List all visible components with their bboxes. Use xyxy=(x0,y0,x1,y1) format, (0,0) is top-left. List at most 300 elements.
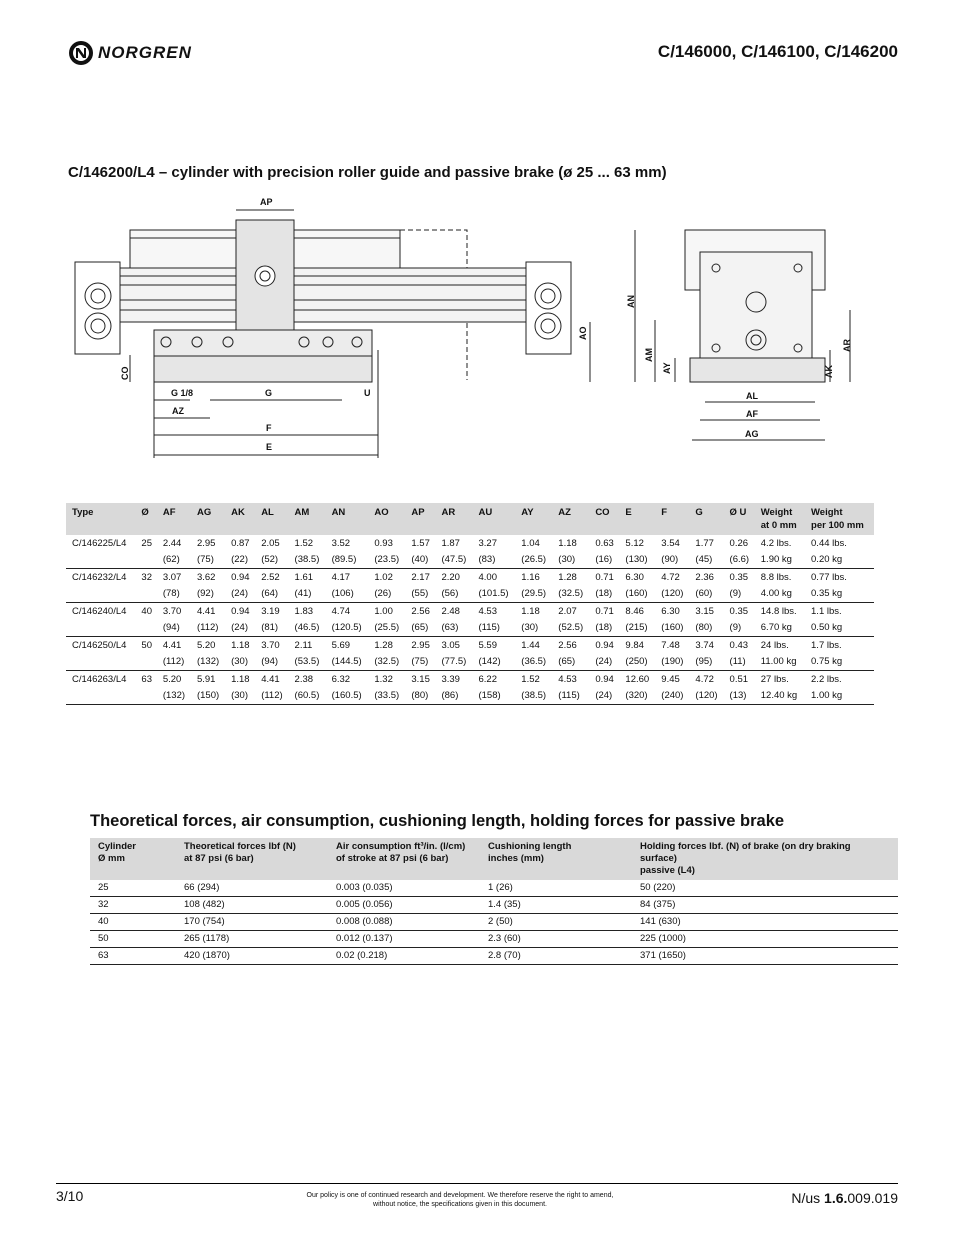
document-number xyxy=(791,1190,898,1206)
label-az: AZ xyxy=(172,406,184,416)
dimension-cell: 0.94 xyxy=(231,606,250,617)
dimension-cell: 3.62 xyxy=(196,572,216,583)
dimension-cell: (13) xyxy=(724,687,755,705)
dimension-cell: 1.57 xyxy=(411,538,430,549)
dimension-cell: 27 lbs. xyxy=(760,674,789,685)
col-ag: AG xyxy=(191,503,225,535)
dimension-cell xyxy=(66,653,135,671)
forces-cell: 50 xyxy=(90,931,176,948)
dimension-cell: 5.69 xyxy=(331,640,351,651)
col-g: G xyxy=(689,503,723,535)
dimension-cell: 0.75 kg xyxy=(805,653,874,671)
dimension-cell: 4.2 lbs. xyxy=(760,538,792,549)
doc-num-suffix: 009.019 xyxy=(847,1190,898,1206)
dimension-cell xyxy=(135,653,156,671)
col-cylinder-l2: Ø mm xyxy=(98,853,125,864)
dimension-cell: (6.6) xyxy=(724,551,755,569)
dimension-cell: (101.5) xyxy=(472,585,515,603)
dimension-cell: (30) xyxy=(225,653,255,671)
label-e: E xyxy=(266,442,273,452)
dimension-cell: (75) xyxy=(191,551,225,569)
forces-cell: 63 xyxy=(90,948,176,965)
dimension-cell: 3.15 xyxy=(695,606,714,617)
dimension-cell: (38.5) xyxy=(289,551,326,569)
dimension-cell: C/146225/L4 xyxy=(72,538,127,549)
col-theoretical-forces xyxy=(176,838,328,880)
dimension-cell: 6.32 xyxy=(331,674,351,685)
policy-line-2: without notice, the specifications given in this document. xyxy=(373,1201,547,1208)
forces-cell: 66 (294) xyxy=(176,880,328,897)
dimension-row-mm xyxy=(66,619,874,637)
dimension-cell: (80) xyxy=(405,687,435,705)
dimension-cell: (38.5) xyxy=(515,687,552,705)
col-weight-100 xyxy=(805,503,874,535)
dimension-cell: 8.8 lbs. xyxy=(760,572,792,583)
dimension-cell: 1.90 kg xyxy=(755,551,805,569)
dimension-row-inch xyxy=(66,603,874,620)
dimension-cell xyxy=(66,619,135,637)
dimension-cell: 6.70 kg xyxy=(755,619,805,637)
col-weight-0-l1: Weight xyxy=(760,507,793,518)
forces-cell: 170 (754) xyxy=(176,914,328,931)
dimension-cell: 1.52 xyxy=(294,538,314,549)
forces-cell: 40 xyxy=(90,914,176,931)
label-g18: G 1/8 xyxy=(171,388,194,398)
dimension-cell: 0.35 xyxy=(729,572,749,583)
dimension-cell: 3.70 xyxy=(162,606,182,617)
dimension-cell: (30) xyxy=(552,551,589,569)
dimension-cell: C/146232/L4 xyxy=(72,572,127,583)
label-af: AF xyxy=(746,409,758,419)
dimension-cell: 4.00 xyxy=(478,572,497,583)
dimension-cell: 5.20 xyxy=(196,640,216,651)
dimension-cell: 5.12 xyxy=(625,538,644,549)
forces-row xyxy=(90,880,898,897)
dimension-cell: 0.71 xyxy=(595,572,614,583)
dimension-cell: 2.95 xyxy=(196,538,216,549)
dimension-cell: (94) xyxy=(157,619,191,637)
label-al: AL xyxy=(746,391,758,401)
dimension-cell: 1.00 xyxy=(374,606,393,617)
forces-cell: 84 (375) xyxy=(632,897,898,914)
dimension-cell: (190) xyxy=(655,653,689,671)
forces-cell: 265 (1178) xyxy=(176,931,328,948)
dimension-cell: 3.05 xyxy=(441,640,460,651)
forces-table xyxy=(90,838,898,965)
dimension-cell: 0.87 xyxy=(231,538,250,549)
dimension-cell: (120) xyxy=(655,585,689,603)
forces-cell: 2.3 (60) xyxy=(480,931,632,948)
dimension-cell: (56) xyxy=(435,585,472,603)
forces-cell: 25 xyxy=(90,880,176,897)
dimension-cell: (32.5) xyxy=(368,653,405,671)
forces-row xyxy=(90,914,898,931)
dimension-cell: (65) xyxy=(552,653,589,671)
forces-cell: 0.005 (0.056) xyxy=(328,897,480,914)
col-air-consumption-l2: of stroke at 87 psi (6 bar) xyxy=(336,853,449,864)
col-au: AU xyxy=(472,503,515,535)
dimension-row-inch xyxy=(66,637,874,654)
dimension-cell: 2.48 xyxy=(441,606,460,617)
dimension-cell: (130) xyxy=(619,551,655,569)
doc-num-prefix: N/us xyxy=(791,1190,825,1206)
dimension-cell: (150) xyxy=(191,687,225,705)
dimension-cell: 0.93 xyxy=(374,538,393,549)
dimension-row-mm xyxy=(66,687,874,705)
dimension-cell: 3.70 xyxy=(261,640,280,651)
dimension-cell: 0.26 xyxy=(729,538,749,549)
forces-cell: 32 xyxy=(90,897,176,914)
norgren-logo xyxy=(68,38,192,68)
dimension-cell: (52.5) xyxy=(552,619,589,637)
col-am: AM xyxy=(289,503,326,535)
dimension-cell: (63) xyxy=(435,619,472,637)
col-cylinder-l1: Cylinder xyxy=(98,841,137,852)
label-g: G xyxy=(265,388,273,398)
dimension-cell: 3.15 xyxy=(411,674,430,685)
dimension-cell: (23.5) xyxy=(368,551,405,569)
dimension-cell: 1.00 kg xyxy=(805,687,874,705)
dimension-cell: 4.41 xyxy=(196,606,216,617)
dimension-cell: 5.59 xyxy=(478,640,497,651)
col-ao: AO xyxy=(368,503,405,535)
col-cushioning-length-l1: Cushioning length xyxy=(488,841,572,852)
dimension-cell: (24) xyxy=(589,653,619,671)
dimension-cell: 1.1 lbs. xyxy=(811,606,842,617)
dimension-cell: 4.53 xyxy=(558,674,577,685)
dimension-cell: (36.5) xyxy=(515,653,552,671)
dimension-cell: (81) xyxy=(255,619,288,637)
dimension-cell: 2.56 xyxy=(411,606,430,617)
forces-cell: 0.008 (0.088) xyxy=(328,914,480,931)
dimension-cell xyxy=(66,687,135,705)
forces-cell: 2.8 (70) xyxy=(480,948,632,965)
dimension-cell: 0.94 xyxy=(595,640,614,651)
label-ag: AG xyxy=(745,429,759,439)
dimension-cell: (26) xyxy=(368,585,405,603)
dimension-cell xyxy=(135,619,156,637)
label-ay: AY xyxy=(662,362,672,374)
dimension-cell: 1.16 xyxy=(521,572,540,583)
dimension-cell: (240) xyxy=(655,687,689,705)
forces-cell: 0.003 (0.035) xyxy=(328,880,480,897)
dimension-cell: 0.35 kg xyxy=(805,585,874,603)
dimension-cell: (64) xyxy=(255,585,288,603)
label-u: U xyxy=(364,388,371,398)
dimension-cell: (112) xyxy=(157,653,191,671)
dimension-cell: 25 xyxy=(141,538,152,549)
dimension-cell: (144.5) xyxy=(326,653,369,671)
dimension-cell: 3.07 xyxy=(162,572,182,583)
col-al: AL xyxy=(255,503,288,535)
col-weight-100-l1: Weight xyxy=(811,507,843,518)
dimension-cell: (160) xyxy=(655,619,689,637)
dimension-cell: 5.20 xyxy=(162,674,182,685)
dimension-cell: (45) xyxy=(689,551,723,569)
dimension-cell: (29.5) xyxy=(515,585,552,603)
policy-line-1: Our policy is one of continued research and development. We therefore reserve the right to amend, xyxy=(306,1192,614,1199)
dimension-cell: 50 xyxy=(141,640,152,651)
dimension-cell: (132) xyxy=(191,653,225,671)
dimension-cell: 4.00 kg xyxy=(755,585,805,603)
dimension-cell: (9) xyxy=(724,585,755,603)
label-ao: AO xyxy=(578,326,588,340)
norgren-logo-icon xyxy=(68,40,94,66)
dimension-cell: 24 lbs. xyxy=(760,640,789,651)
dimension-cell: (142) xyxy=(472,653,515,671)
dimension-cell: 3.74 xyxy=(695,640,714,651)
dimension-cell: (77.5) xyxy=(435,653,472,671)
dimension-row-mm xyxy=(66,551,874,569)
dimension-cell: 14.8 lbs. xyxy=(760,606,797,617)
dimension-cell: 1.52 xyxy=(521,674,540,685)
dimension-row-mm xyxy=(66,653,874,671)
col-ak: AK xyxy=(225,503,255,535)
dimension-cell: 0.63 xyxy=(595,538,614,549)
col-f: F xyxy=(655,503,689,535)
dimension-cell: 2.36 xyxy=(695,572,714,583)
col-diameter: Ø xyxy=(135,503,156,535)
dimension-cell: (25.5) xyxy=(368,619,405,637)
forces-cell: 141 (630) xyxy=(632,914,898,931)
label-ak: AK xyxy=(824,365,834,378)
dimension-cell: 1.28 xyxy=(558,572,577,583)
dimension-cell: 4.17 xyxy=(331,572,351,583)
dimension-cell: 3.52 xyxy=(331,538,351,549)
dimension-cell: 2.05 xyxy=(261,538,280,549)
dimension-cell: (60) xyxy=(689,585,723,603)
dimension-cell: (32.5) xyxy=(552,585,589,603)
col-theoretical-forces-l2: at 87 psi (6 bar) xyxy=(184,853,254,864)
dimension-cell: (9) xyxy=(724,619,755,637)
dimension-cell: 0.35 xyxy=(729,606,749,617)
dimension-cell: (40) xyxy=(405,551,435,569)
dimension-cell: 0.50 kg xyxy=(805,619,874,637)
dimension-cell: (30) xyxy=(515,619,552,637)
dimension-cell: 1.18 xyxy=(521,606,540,617)
dimension-cell: 3.39 xyxy=(441,674,460,685)
dimension-cell: 1.83 xyxy=(294,606,314,617)
dimension-cell: 5.91 xyxy=(196,674,216,685)
dimension-cell: 3.19 xyxy=(261,606,280,617)
forces-title: Theoretical forces, air consumption, cushioning length, holding forces for passive brake xyxy=(90,812,785,830)
dimension-cell: (41) xyxy=(289,585,326,603)
forces-cell: 420 (1870) xyxy=(176,948,328,965)
col-ay: AY xyxy=(515,503,552,535)
dimension-cell: 1.87 xyxy=(441,538,460,549)
dimension-cell: 2.20 xyxy=(441,572,460,583)
col-e: E xyxy=(619,503,655,535)
dimension-cell: (215) xyxy=(619,619,655,637)
col-holding-forces-l2: passive (L4) xyxy=(640,865,695,876)
dimension-cell: 4.72 xyxy=(661,572,680,583)
dimension-cell: 2.56 xyxy=(558,640,577,651)
page-number: 3/10 xyxy=(56,1188,84,1204)
dimension-cell: 0.71 xyxy=(595,606,614,617)
dimension-cell: (132) xyxy=(157,687,191,705)
dimension-cell: 40 xyxy=(141,606,152,617)
dimension-cell: (86) xyxy=(435,687,472,705)
dimension-table xyxy=(66,503,874,705)
dimension-cell: (24) xyxy=(225,619,255,637)
col-weight-0 xyxy=(755,503,805,535)
dimension-cell: 11.00 kg xyxy=(755,653,805,671)
dimension-cell: (46.5) xyxy=(289,619,326,637)
dimension-cell: (112) xyxy=(191,619,225,637)
section-title: C/146200/L4 – cylinder with precision roller guide and passive brake (ø 25 ... 63 mm) xyxy=(68,164,667,181)
dimension-cell: (55) xyxy=(405,585,435,603)
col-u: Ø U xyxy=(724,503,755,535)
dimension-cell: (53.5) xyxy=(289,653,326,671)
dimension-cell: 4.41 xyxy=(261,674,280,685)
dimension-cell: (92) xyxy=(191,585,225,603)
dimension-row-inch xyxy=(66,535,874,551)
document-code: C/146000, C/146100, C/146200 xyxy=(657,42,898,61)
dimension-cell: (106) xyxy=(326,585,369,603)
logo-text: NORGREN xyxy=(98,43,192,62)
dimension-cell: 1.18 xyxy=(231,674,250,685)
dimension-table-header xyxy=(66,503,874,535)
policy-note xyxy=(260,1191,660,1209)
doc-num-bold: 1.6. xyxy=(824,1190,848,1206)
col-ap: AP xyxy=(405,503,435,535)
forces-row xyxy=(90,948,898,965)
col-cushioning-length-l2: inches (mm) xyxy=(488,853,544,864)
dimension-cell: 1.18 xyxy=(231,640,250,651)
dimension-cell: (160) xyxy=(619,585,655,603)
dimension-cell: (89.5) xyxy=(326,551,369,569)
col-an: AN xyxy=(326,503,369,535)
dimension-row-inch xyxy=(66,569,874,586)
forces-cell: 1.4 (35) xyxy=(480,897,632,914)
dimension-cell: (18) xyxy=(589,619,619,637)
col-air-consumption xyxy=(328,838,480,880)
dimension-cell: 2.44 xyxy=(162,538,182,549)
dimension-cell: 0.51 xyxy=(729,674,749,685)
dimension-cell: (16) xyxy=(589,551,619,569)
dimension-cell: (115) xyxy=(552,687,589,705)
dimension-cell: (65) xyxy=(405,619,435,637)
dimension-cell: (115) xyxy=(472,619,515,637)
dimension-cell: (75) xyxy=(405,653,435,671)
forces-cell: 2 (50) xyxy=(480,914,632,931)
dimension-cell: 0.44 lbs. xyxy=(811,538,847,549)
dimension-cell: 7.48 xyxy=(661,640,680,651)
dimension-cell: (95) xyxy=(689,653,723,671)
dimension-cell: 8.46 xyxy=(625,606,644,617)
forces-cell: 371 (1650) xyxy=(632,948,898,965)
col-type: Type xyxy=(66,503,135,535)
dimension-cell: 1.32 xyxy=(374,674,393,685)
label-ap: AP xyxy=(260,197,273,207)
dimension-cell: (26.5) xyxy=(515,551,552,569)
dimension-cell xyxy=(135,585,156,603)
dimension-cell: (120) xyxy=(689,687,723,705)
dimension-cell: 0.77 lbs. xyxy=(811,572,847,583)
dimension-cell: (158) xyxy=(472,687,515,705)
col-co: CO xyxy=(589,503,619,535)
forces-cell: 225 (1000) xyxy=(632,931,898,948)
dimension-cell: 1.7 lbs. xyxy=(811,640,842,651)
dimension-cell: 3.27 xyxy=(478,538,497,549)
dimension-cell: 2.52 xyxy=(261,572,280,583)
col-air-consumption-l1: Air consumption ft³/in. (l/cm) xyxy=(336,841,466,852)
dimension-cell: 4.53 xyxy=(478,606,497,617)
dimension-cell: 1.61 xyxy=(294,572,314,583)
dimension-row-mm xyxy=(66,585,874,603)
dimension-cell: 1.02 xyxy=(374,572,393,583)
dimension-cell: (78) xyxy=(157,585,191,603)
footer-divider xyxy=(56,1183,898,1184)
dimension-cell: (62) xyxy=(157,551,191,569)
dimension-cell: 6.22 xyxy=(478,674,497,685)
dimension-cell xyxy=(135,687,156,705)
dimension-cell xyxy=(66,551,135,569)
dimension-cell: 1.28 xyxy=(374,640,393,651)
label-f: F xyxy=(266,423,272,433)
dimension-cell: 0.20 kg xyxy=(805,551,874,569)
dimension-cell: 0.94 xyxy=(231,572,250,583)
dimension-cell: 0.94 xyxy=(595,674,614,685)
dimension-cell: 12.40 kg xyxy=(755,687,805,705)
dimension-cell: (18) xyxy=(589,585,619,603)
dimension-cell: 2.17 xyxy=(411,572,430,583)
dimension-cell: 2.07 xyxy=(558,606,577,617)
dimension-cell: 2.38 xyxy=(294,674,314,685)
dimension-cell: 1.18 xyxy=(558,538,577,549)
dimension-cell: (22) xyxy=(225,551,255,569)
forces-cell: 1 (26) xyxy=(480,880,632,897)
col-az: AZ xyxy=(552,503,589,535)
dimension-cell: 0.43 xyxy=(729,640,749,651)
forces-cell: 50 (220) xyxy=(632,880,898,897)
dimension-cell: (80) xyxy=(689,619,723,637)
dimension-cell: (60.5) xyxy=(289,687,326,705)
col-ar: AR xyxy=(435,503,472,535)
dimension-cell: (320) xyxy=(619,687,655,705)
dimension-cell: 6.30 xyxy=(625,572,644,583)
col-weight-0-l2: at 0 mm xyxy=(760,520,797,531)
forces-cell: 0.012 (0.137) xyxy=(328,931,480,948)
dimension-cell: 9.45 xyxy=(661,674,680,685)
dimension-row-inch xyxy=(66,671,874,688)
dimension-cell: (112) xyxy=(255,687,288,705)
dimension-cell: (30) xyxy=(225,687,255,705)
dimension-cell: 12.60 xyxy=(625,674,650,685)
dimension-cell: 32 xyxy=(141,572,152,583)
col-theoretical-forces-l1: Theoretical forces lbf (N) xyxy=(184,841,296,852)
dimension-cell: 1.04 xyxy=(521,538,540,549)
dimension-cell: 2.95 xyxy=(411,640,430,651)
label-ar: AR xyxy=(842,339,852,352)
dimension-cell: 4.41 xyxy=(162,640,182,651)
technical-drawing xyxy=(60,190,860,470)
col-weight-100-l2: per 100 mm xyxy=(811,520,864,531)
forces-row xyxy=(90,897,898,914)
col-holding-forces-l1: Holding forces lbf. (N) of brake (on dry braking surface) xyxy=(640,841,851,864)
dimension-cell: C/146240/L4 xyxy=(72,606,127,617)
col-cylinder xyxy=(90,838,176,880)
dimension-cell: 4.72 xyxy=(695,674,714,685)
dimension-cell xyxy=(135,551,156,569)
dimension-cell: (33.5) xyxy=(368,687,405,705)
dimension-cell: (83) xyxy=(472,551,515,569)
forces-row xyxy=(90,931,898,948)
dimension-cell: (250) xyxy=(619,653,655,671)
dimension-cell: (52) xyxy=(255,551,288,569)
forces-cell: 0.02 (0.218) xyxy=(328,948,480,965)
dimension-cell: (94) xyxy=(255,653,288,671)
